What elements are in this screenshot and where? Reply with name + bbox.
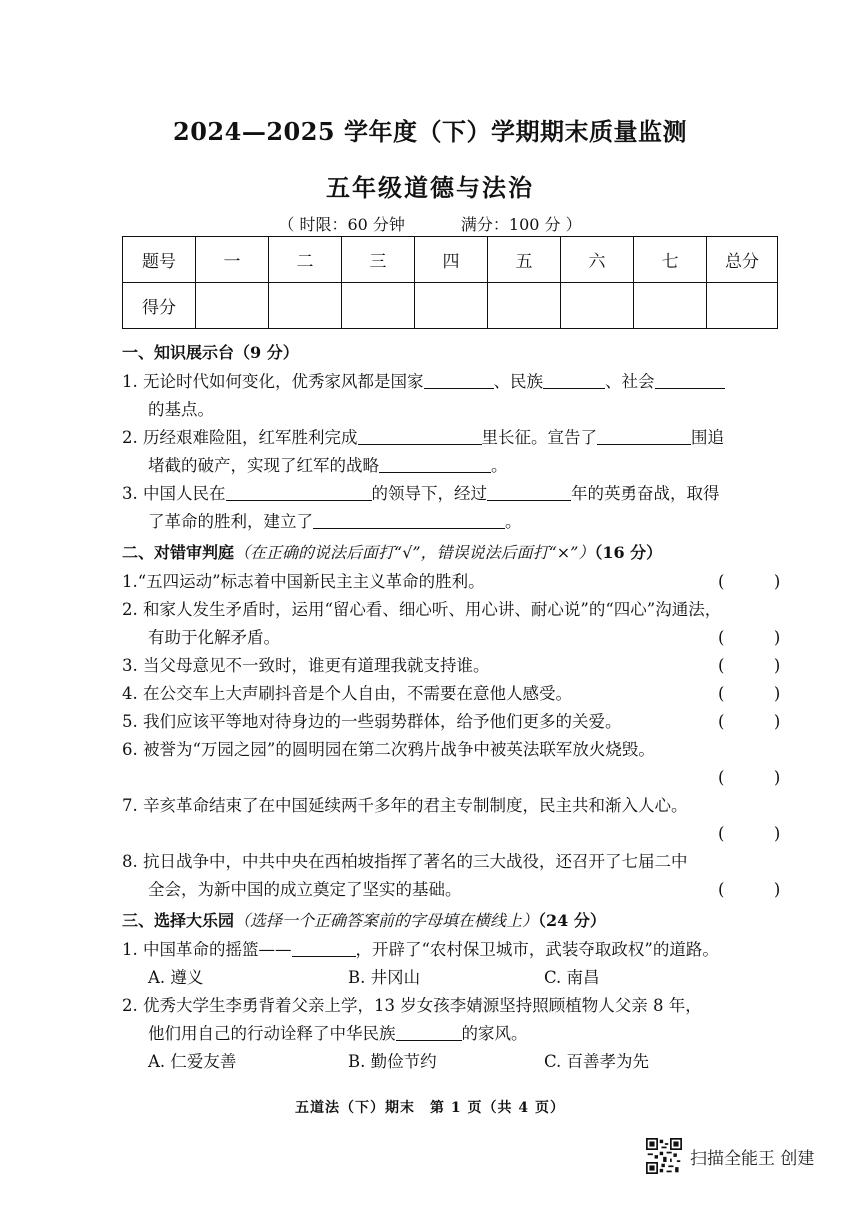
score-table-score-row — [123, 283, 778, 329]
answer-blank[interactable] — [396, 1022, 462, 1041]
s2-item: 1.“五四运动”标志着中国新民主主义革命的胜利。 — [122, 572, 485, 591]
watermark-text: 扫描全能王 创建 — [690, 1148, 815, 1169]
answer-blank[interactable] — [487, 482, 571, 501]
option-b[interactable]: B. 勤俭节约 — [348, 1052, 437, 1071]
option-a[interactable]: A. 仁爱友善 — [148, 1052, 237, 1071]
answer-paren[interactable]: ( ) — [718, 880, 781, 899]
score-table — [122, 236, 778, 329]
score-cell: 三 — [342, 237, 415, 283]
s2-item-cont: 有助于化解矛盾。 — [148, 628, 280, 647]
option-c[interactable]: C. 百善孝为先 — [544, 1052, 650, 1071]
answer-blank[interactable] — [655, 370, 725, 389]
answer-paren[interactable]: ( ) — [718, 572, 781, 591]
s1-q1-line2: 的基点。 — [148, 400, 214, 419]
answer-blank[interactable] — [543, 370, 605, 389]
answer-paren[interactable]: ( ) — [718, 712, 781, 731]
exam-meta — [0, 212, 860, 235]
answer-paren[interactable]: ( ) — [718, 824, 781, 843]
answer-blank[interactable] — [358, 426, 482, 445]
section3-points: （24 分） — [538, 911, 606, 930]
s1-q3-line1: 3. 中国人民在 的领导下，经过 年的英勇奋战，取得 — [122, 484, 720, 503]
score-cell: 四 — [415, 237, 488, 283]
score-cell: 一 — [196, 237, 269, 283]
s2-item: 7. 辛亥革命结束了在中国延续两千多年的君主专制制度，民主共和渐入人心。 — [122, 796, 688, 815]
s2-item: 6. 被誉为“万园之园”的圆明园在第二次鸦片战争中被英法联军放火烧毁。 — [122, 740, 655, 759]
section3-title: 三、选择大乐园（选择一个正确答案前的字母填在横线上）（24 分） — [122, 911, 606, 930]
answer-blank[interactable] — [379, 454, 491, 473]
qr-code-icon — [646, 1138, 682, 1174]
s1-q2-line1: 2. 历经艰难险阻，红军胜利完成 里长征。宣告了 围追 — [122, 428, 724, 447]
s2-item: 3. 当父母意见不一致时，谁更有道理我就支持谁。 — [122, 656, 490, 675]
score-table-header-row — [123, 237, 778, 283]
exam-subtitle: 五年级道德与法治 — [326, 173, 534, 202]
section2-note: （在正确的说法后面打“√”，错误说法后面打“×”） — [234, 543, 595, 562]
section2-points: （16 分） — [594, 543, 663, 562]
s2-item: 2. 和家人发生矛盾时，运用“留心看、细心听、用心讲、耐心说”的“四心”沟通法， — [122, 600, 722, 619]
score-entry[interactable] — [415, 283, 488, 329]
score-cell: 题号 — [123, 237, 196, 283]
answer-blank[interactable] — [597, 426, 691, 445]
score-entry[interactable] — [269, 283, 342, 329]
full-score: 满分：100 分 ） — [460, 215, 582, 234]
s2-item: 8. 抗日战争中，中共中央在西柏坡指挥了著名的三大战役，还召开了七届二中 — [122, 852, 688, 871]
s3-q2-line2: 他们用自己的行动诠释了中华民族 的家风。 — [148, 1024, 528, 1043]
answer-paren[interactable]: ( ) — [718, 684, 781, 703]
scanner-watermark — [646, 1136, 814, 1176]
section2-title: 二、对错审判庭（在正确的说法后面打“√”，错误说法后面打“×”）（16 分） — [122, 543, 663, 562]
s3-q2-line1: 2. 优秀大学生李勇背着父亲上学，13 岁女孩李婧源坚持照顾植物人父亲 8 年， — [122, 996, 702, 1015]
page-footer: 五道法（下）期末 第 1 页（共 4 页） — [295, 1100, 565, 1116]
answer-blank[interactable] — [424, 370, 494, 389]
s3-q1: 1. 中国革命的摇篮—— ，开辟了“农村保卫城市，武装夺取政权”的道路。 — [122, 940, 719, 959]
score-entry[interactable] — [196, 283, 269, 329]
option-b[interactable]: B. 井冈山 — [348, 968, 421, 987]
answer-paren[interactable]: ( ) — [718, 768, 781, 787]
s2-item: 4. 在公交车上大声刷抖音是个人自由，不需要在意他人感受。 — [122, 684, 572, 703]
score-entry[interactable] — [488, 283, 561, 329]
option-a[interactable]: A. 遵义 — [148, 968, 204, 987]
time-limit: （ 时限：60 分钟 — [278, 215, 405, 234]
answer-blank[interactable] — [313, 510, 505, 529]
score-entry[interactable] — [707, 283, 778, 329]
score-cell: 二 — [269, 237, 342, 283]
section3-note: （选择一个正确答案前的字母填在横线上） — [234, 911, 539, 930]
answer-blank[interactable] — [226, 482, 372, 501]
s2-item-cont: 全会，为新中国的成立奠定了坚实的基础。 — [148, 880, 462, 899]
score-cell: 七 — [634, 237, 707, 283]
option-c[interactable]: C. 南昌 — [544, 968, 600, 987]
s2-item: 5. 我们应该平等地对待身边的一些弱势群体，给予他们更多的关爱。 — [122, 712, 622, 731]
score-cell: 总分 — [707, 237, 778, 283]
answer-paren[interactable]: ( ) — [718, 656, 781, 675]
score-cell: 得分 — [123, 283, 196, 329]
score-entry[interactable] — [342, 283, 415, 329]
score-cell: 六 — [561, 237, 634, 283]
section1-title: 一、知识展示台（9 分） — [122, 343, 299, 362]
score-entry[interactable] — [561, 283, 634, 329]
exam-title: 2024—2025 学年度（下）学期期末质量监测 — [173, 117, 687, 146]
score-entry[interactable] — [634, 283, 707, 329]
answer-blank[interactable] — [292, 938, 356, 957]
s1-q1-line1: 1. 无论时代如何变化，优秀家风都是国家 、民族 、社会 — [122, 368, 780, 392]
s1-q2-line2: 堵截的破产，实现了红军的战略 。 — [148, 456, 508, 475]
score-cell: 五 — [488, 237, 561, 283]
s1-q3-line2: 了革命的胜利，建立了 。 — [148, 512, 522, 531]
answer-paren[interactable]: ( ) — [718, 628, 781, 647]
